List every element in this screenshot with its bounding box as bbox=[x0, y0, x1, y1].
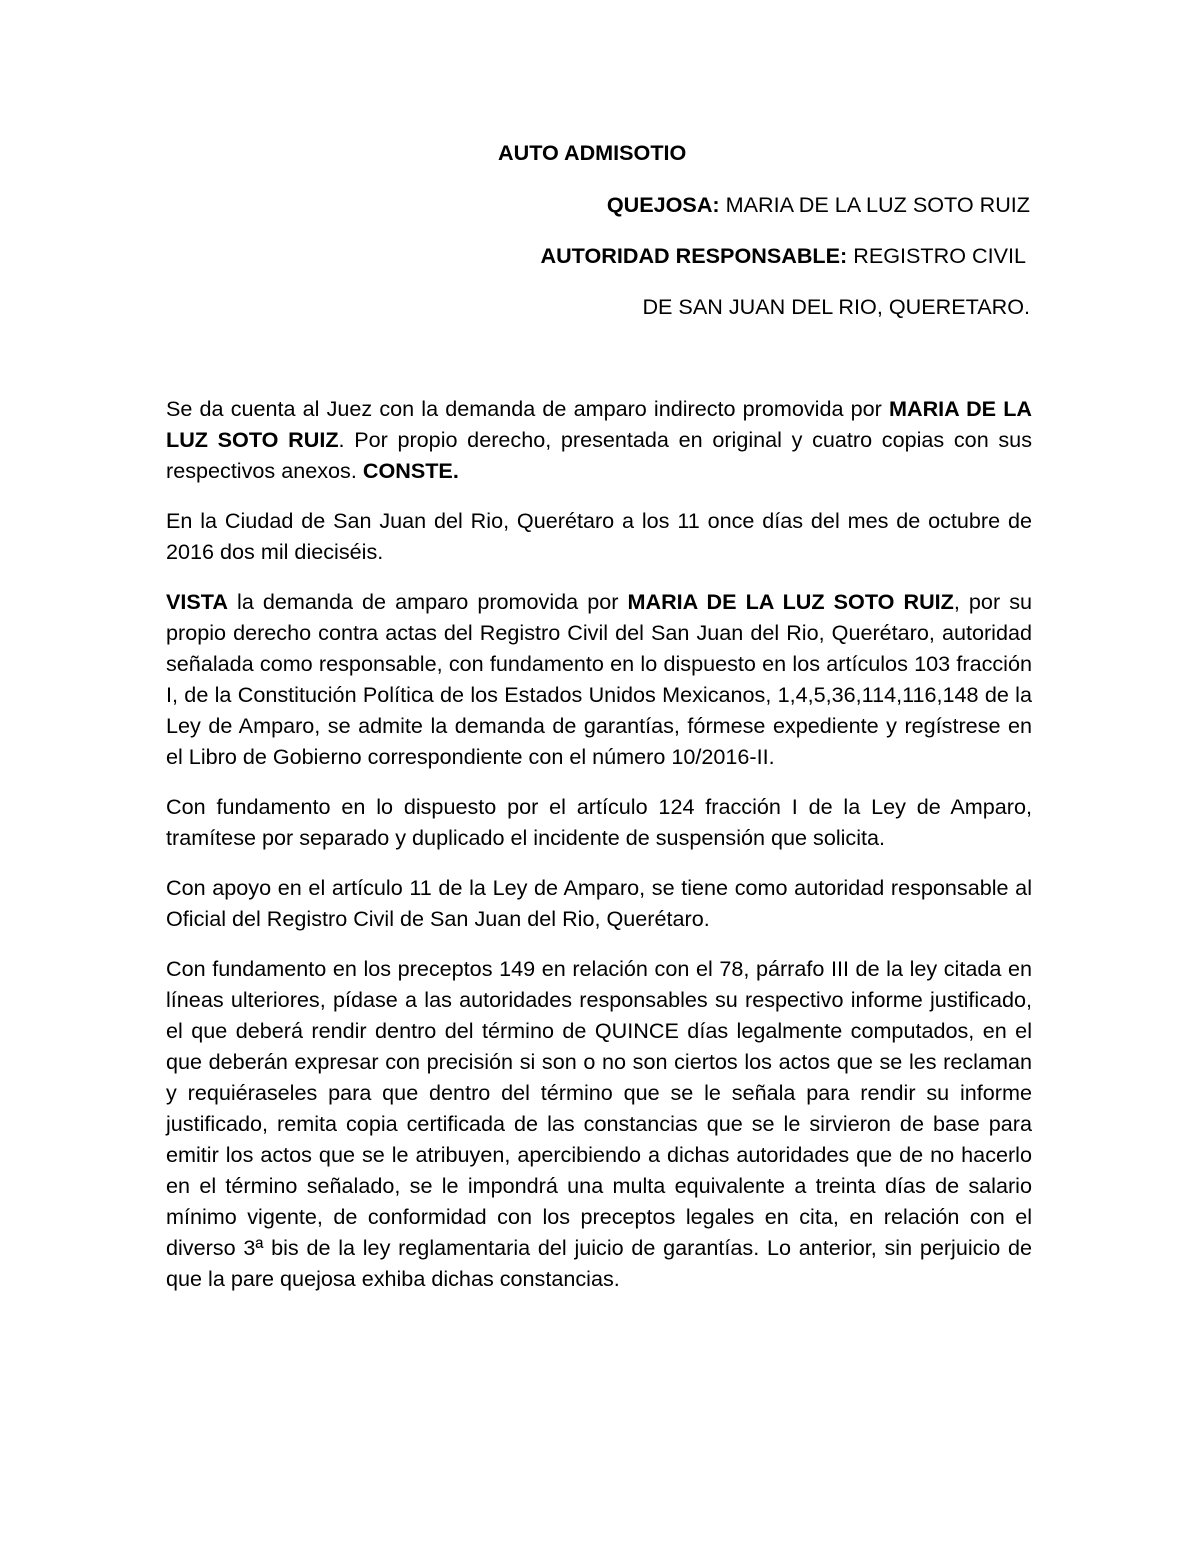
quejosa-value: MARIA DE LA LUZ SOTO RUIZ bbox=[719, 192, 1030, 217]
autoridad-label: AUTORIDAD RESPONSABLE: bbox=[540, 243, 848, 268]
quejosa-name-bold: MARIA DE LA LUZ SOTO RUIZ bbox=[627, 589, 954, 614]
paragraph-text: Se da cuenta al Juez con la demanda de amparo indirecto promovida por bbox=[166, 396, 889, 421]
quejosa-name-bold: MARIA DE LA LUZ SOTO RUIZ bbox=[166, 396, 1033, 452]
vista-bold: VISTA bbox=[166, 589, 228, 614]
quejosa-label: QUEJOSA: bbox=[606, 192, 720, 217]
conste-bold: CONSTE. bbox=[362, 458, 459, 483]
paragraph-autoridad: Con apoyo en el artículo 11 de la Ley de Amparo, se tiene como autoridad responsable al Oficial del Registro Civil de San Juan del Rio, Querétaro. bbox=[166, 875, 1032, 931]
paragraph-text: . Por propio derecho, presentada en original y cuatro copias con sus respectivos anexos. bbox=[166, 427, 1032, 483]
paragraph-vista bbox=[166, 586, 1032, 772]
document-body bbox=[166, 393, 1032, 1313]
paragraph-fecha: En la Ciudad de San Juan del Rio, Querétaro a los 11 once días del mes de octubre de 2016 dos mil dieciséis. bbox=[166, 508, 1032, 564]
paragraph-cuenta bbox=[166, 393, 1032, 486]
paragraph-suspension: Con fundamento en lo dispuesto por el artículo 124 fracción I de la Ley de Amparo, tramítese por separado y duplicado el incidente de suspensión que solicita. bbox=[166, 794, 1032, 850]
document-title: AUTO ADMISOTIO bbox=[498, 140, 687, 165]
paragraph-text: la demanda de amparo promovida por bbox=[228, 589, 628, 614]
autoridad-value: REGISTRO CIVIL bbox=[847, 243, 1026, 268]
paragraph-text: , por su propio derecho contra actas del Registro Civil del San Juan del Rio, Querétaro, autoridad señalada como responsable, con fundamento en lo dispuesto en los artículos 103 fracción I, de la Constitución Política de los Estados Unidos Mexicanos, 1,4,5,36,114,116,148 de la Ley de Amparo, se admite la demanda de garantías, fórmese expediente y regístrese en el Libro de Gobierno correspondiente con el número 10/2016-II. bbox=[166, 589, 1032, 769]
autoridad-line bbox=[540, 243, 1026, 269]
paragraph-informe: Con fundamento en los preceptos 149 en relación con el 78, párrafo III de la ley citada en líneas ulteriores, pídase a las autoridades responsables su respectivo informe justificado, el que deberá rendir dentro del término de QUINCE días legalmente computados, en el que deberán expresar con precisión si son o no son ciertos los actos que se les reclaman y requiéraseles para que dentro del término que se le señala para rendir su informe justificado, remita copia certificada de las constancias que se le sirvieron de base para emitir los actos que se le atribuyen, apercibiendo a dichas autoridades que de no hacerlo en el término señalado, se le impondrá una multa equivalente a treinta días de salario mínimo vigente, de conformidad con los preceptos legales en cita, en relación con el diverso 3ª bis de la ley reglamentaria del juicio de garantías. Lo anterior, sin perjuicio de que la pare quejosa exhiba dichas constancias. bbox=[166, 956, 1032, 1291]
quejosa-line bbox=[607, 192, 1030, 218]
autoridad-line-2: DE SAN JUAN DEL RIO, QUERETARO. bbox=[642, 294, 1030, 319]
